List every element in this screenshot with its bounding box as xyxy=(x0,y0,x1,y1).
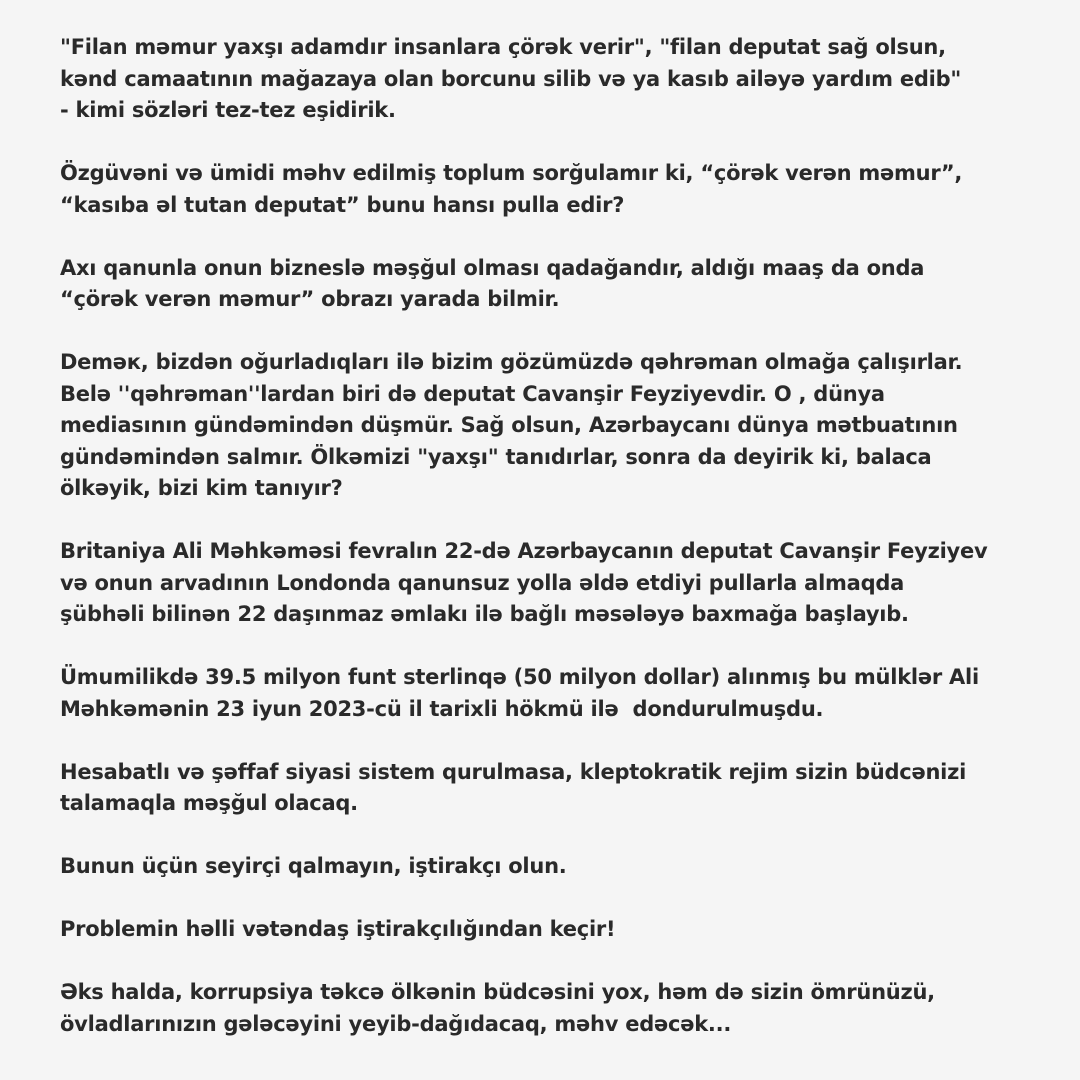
paragraph-line: Axı qanunla onun bizneslə məşğul olması qadağandır, aldığı maaş da onda xyxy=(60,255,925,280)
paragraph-2 xyxy=(60,158,1050,221)
paragraph-line: Britaniya Ali Məhkəməsi fevralın 22-də Azərbaycanın deputat Cavanşir Feyziyev xyxy=(60,539,988,563)
paragraph-line: şübhəli bilinən 22 daşınmaz əmlakı ilə bağlı məsələyə baxmağa başlayıb. xyxy=(60,602,909,626)
paragraph-line: - kimi sözləri tez-tez eşidirik. xyxy=(60,98,396,122)
paragraph-5 xyxy=(60,536,1050,631)
paragraph-line: övladlarınızın gələcəyini yeyib-dağıdacaq, məhv edəcək... xyxy=(60,1011,732,1036)
paragraph-4 xyxy=(60,347,1050,505)
paragraph-line: kənd camaatının mağazaya olan borcunu silib və ya kasıb ailəyə yardım edib" xyxy=(60,66,962,91)
paragraph-8 xyxy=(60,851,1050,883)
paragraph-3 xyxy=(60,253,1050,316)
paragraph-line: Əks halda, korrupsiya təkcə ölkənin büdcəsini yox, həm də sizin ömrünüzü, xyxy=(60,980,935,1004)
paragraph-line: mediasının gündəmindən düşmür. Sağ olsun, Azərbaycanı dünya mətbuatının xyxy=(60,413,958,437)
paragraph-1 xyxy=(60,32,1050,127)
paragraph-line: Problemin həlli vətəndaş iştirakçılığından keçir! xyxy=(60,917,616,941)
paragraph-7 xyxy=(60,757,1050,820)
paragraph-line: və onun arvadının Londonda qanunsuz yolla əldə etdiyi pullarla almaqda xyxy=(60,570,905,595)
paragraph-line: Hesabatlı və şəffaf siyasi sistem qurulmasa, kleptokratik rejim sizin büdcənizi xyxy=(60,759,967,784)
paragraph-line: Ümumilikdə 39.5 milyon funt sterlinqə (50 milyon dollar) alınmış bu mülklər Ali xyxy=(60,665,979,689)
article-body xyxy=(60,32,1050,1072)
paragraph-10 xyxy=(60,977,1050,1040)
paragraph-line: Özgüvəni və ümidi məhv edilmiş toplum sorğulamır ki, “çörək verən məmur”, xyxy=(60,161,963,185)
paragraph-line: "Filan məmur yaxşı adamdır insanlara çörək verir", "filan deputat sağ olsun, xyxy=(60,35,946,59)
paragraph-line: Deməк, bizdən oğurladıqları ilə bizim gözümüzdə qəhrəman olmağa çalışırlar. xyxy=(60,350,963,374)
paragraph-line: Belə ''qəhrəman''lardan biri də deputat Cavanşir Feyziyevdir. O , dünya xyxy=(60,381,885,406)
paragraph-9 xyxy=(60,914,1050,946)
paragraph-line: ölkəyik, bizi kim tanıyır? xyxy=(60,476,343,500)
paragraph-line: Məhkəmənin 23 iyun 2023-cü il tarixli hökmü ilə dondurulmuşdu. xyxy=(60,696,824,721)
paragraph-6 xyxy=(60,662,1050,725)
paragraph-line: “çörək verən məmur” obrazı yarada bilmir. xyxy=(60,287,560,311)
paragraph-line: “kasıba əl tutan deputat” bunu hansı pulla edir? xyxy=(60,192,625,217)
paragraph-line: Bunun üçün seyirçi qalmayın, iştirakçı olun. xyxy=(60,854,567,878)
paragraph-line: gündəmindən salmır. Ölkəmizi "yaxşı" tanıdırlar, sonra da deyirik ki, balaca xyxy=(60,444,932,469)
paragraph-line: talamaqla məşğul olacaq. xyxy=(60,791,358,815)
